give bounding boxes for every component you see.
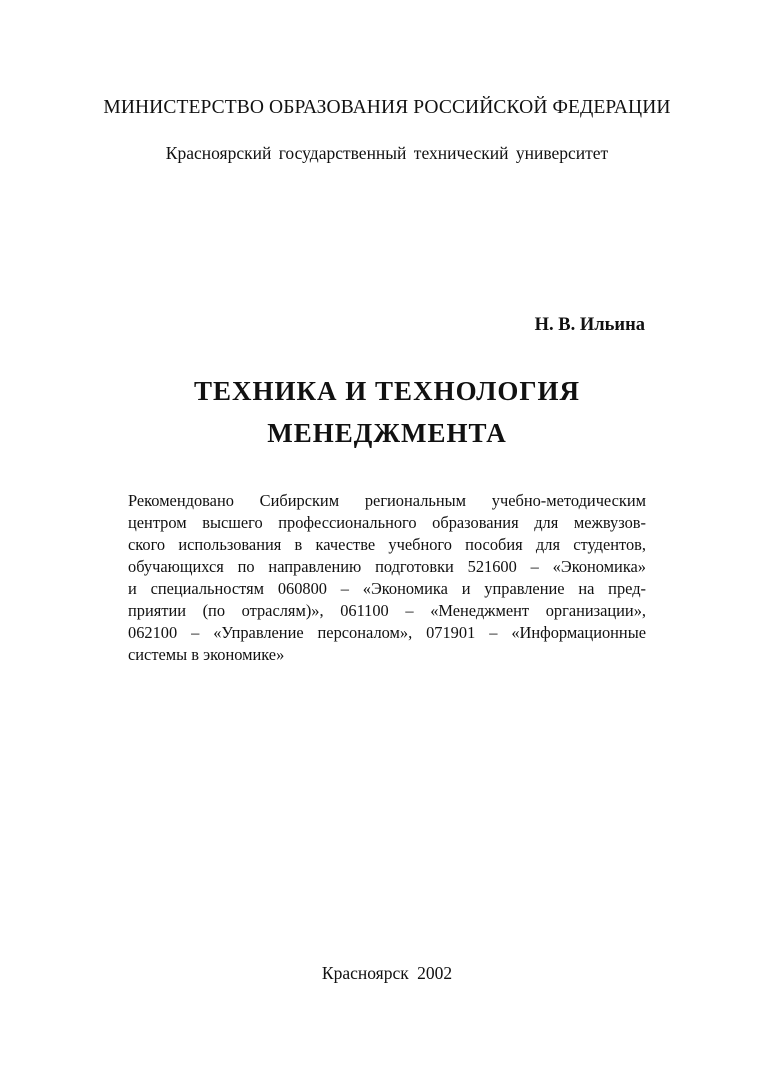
ministry-heading: МИНИСТЕРСТВО ОБРАЗОВАНИЯ РОССИЙСКОЙ ФЕДЕРАЦИИ [103, 97, 671, 118]
recommendation-line: приятии (по отраслям)», 061100 – «Менеджмент организации», [128, 601, 646, 620]
recommendation-text [128, 490, 646, 666]
book-title-line-1: ТЕХНИКА И ТЕХНОЛОГИЯ [193, 376, 581, 406]
book-title-line-2: МЕНЕДЖМЕНТА [267, 418, 507, 448]
recommendation-line: ского использования в качестве учебного пособия для студентов, [128, 535, 646, 554]
recommendation-line: 062100 – «Управление персоналом», 071901 – «Информационные [128, 623, 646, 642]
author-name: Н. В. Ильина [534, 315, 645, 335]
recommendation-line: системы в экономике» [128, 645, 285, 664]
city-year: Красноярск 2002 [321, 963, 453, 983]
university-name: Красноярский государственный технический университет [165, 143, 609, 163]
recommendation-line: Рекомендовано Сибирским региональным учебно-методическим [128, 491, 646, 510]
recommendation-line: центром высшего профессионального образования для межвузов- [128, 513, 646, 532]
recommendation-line: обучающихся по направлению подготовки 521600 – «Экономика» [128, 557, 646, 576]
book-title [0, 370, 774, 454]
recommendation-line: и специальностям 060800 – «Экономика и управление на пред- [128, 579, 646, 598]
